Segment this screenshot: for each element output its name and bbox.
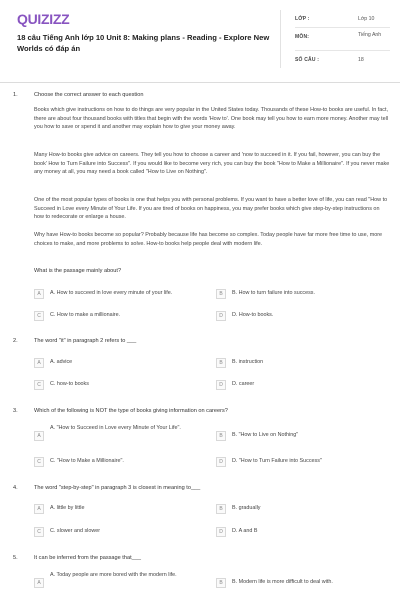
- option-text: C. slower and slower: [50, 528, 101, 534]
- option-letter-box: A: [34, 289, 44, 299]
- count-value: 18: [358, 57, 364, 63]
- option-text: B. instruction: [232, 359, 264, 365]
- option-text: B. Modern life is more difficult to deal with.: [232, 579, 333, 585]
- class-value: Lớp 10: [358, 16, 375, 22]
- option-letter-box: A: [34, 358, 44, 368]
- option-letter-box: C: [34, 457, 44, 467]
- header-separator: [0, 82, 400, 83]
- meta-divider: [295, 50, 390, 51]
- option-letter-box: B: [216, 289, 226, 299]
- subject-value: Tiếng Anh: [358, 32, 382, 38]
- option-letter-box: A: [34, 578, 44, 588]
- option-text: A. How to succeed in love every minute of your life.: [50, 290, 173, 296]
- question-sub-prompt: What is the passage mainly about?: [34, 268, 122, 274]
- question-number: 2.: [13, 338, 18, 344]
- option-letter-box: B: [216, 578, 226, 588]
- option-letter-box: B: [216, 504, 226, 514]
- class-label: LỚP :: [295, 16, 310, 22]
- subject-label: MÔN:: [295, 34, 310, 40]
- question-number: 1.: [13, 92, 18, 98]
- passage-paragraph: Why have How-to books become so popular? Probably because life has become so complex. Today people have far more free time to use, more choices to make, and more problems to solve. How-to books help people deal with modern life.: [34, 232, 383, 247]
- question-prompt: The word "it" in paragraph 2 refers to ___: [34, 338, 137, 344]
- option-letter-box: C: [34, 527, 44, 537]
- option-text: C. How to make a millionaire.: [50, 312, 121, 318]
- question-number: 5.: [13, 555, 18, 561]
- option-text: A. "How to Succeed in Love every Minute of Your Life".: [50, 425, 181, 431]
- header-divider: [280, 10, 281, 68]
- question-prompt: The word "step-by-step" in paragraph 3 is closest in meaning to___: [34, 485, 201, 491]
- option-text: D. How-to books.: [232, 312, 274, 318]
- option-letter-box: A: [34, 431, 44, 441]
- option-letter-box: B: [216, 431, 226, 441]
- logo-text: QUIZIZZ: [17, 11, 70, 27]
- option-text: D. A and B: [232, 528, 258, 534]
- passage-paragraph: Many How-to books give advice on careers. They tell you how to choose a career and 'now to succeed in it. If you fail, however, you can buy the book' How to Turn Failure into Success". If you would like to become very rich, you can buy the book "How to Make a Millionaire". If you never make any money at all, you may need a book called "How to Live on Nothing".: [34, 152, 390, 176]
- option-text: C. "How to Make a Millionaire".: [50, 458, 124, 464]
- option-text: A. little by little: [50, 505, 85, 511]
- option-text: C. how-to books: [50, 381, 89, 387]
- option-text: B. How to turn failure into success.: [232, 290, 315, 296]
- option-text: A. Today people are more bored with the modern life.: [50, 572, 177, 578]
- quizizz-logo[interactable]: [17, 11, 83, 27]
- option-letter-box: D: [216, 380, 226, 390]
- page-title: 18 câu Tiếng Anh lớp 10 Unit 8: Making plans - Reading - Explore New Worlds có đáp án: [17, 33, 270, 53]
- option-letter-box: A: [34, 504, 44, 514]
- option-text: A. advice: [50, 359, 73, 365]
- question-number: 4.: [13, 485, 18, 491]
- question-prompt: It can be inferred from the passage that___: [34, 555, 141, 561]
- option-letter-box: D: [216, 527, 226, 537]
- option-letter-box: D: [216, 311, 226, 321]
- question-prompt: Choose the correct answer to each question: [34, 92, 144, 98]
- passage-paragraph: One of the most popular types of books is one that helps you with personal problems. If you want to have a better love of life, you can read "How to Succeed in Love every Minute of Your Life. If you are tired of books on happiness, you may prefer books which give step-by-step instructions on how to redecorate or enlarge a house.: [34, 197, 388, 221]
- option-text: D. career: [232, 381, 255, 387]
- passage-paragraph: Books which give instructions on how to do things are very popular in the United States today. Thousands of these How-to books are useful. In fact, there are about four thousand books with titles that begin with the words 'How to'. One book may tell you how to earn more money. Another may tell you how to save or spend it and another may explain how to give your money away.: [34, 107, 389, 131]
- question-number: 3.: [13, 408, 18, 414]
- option-letter-box: B: [216, 358, 226, 368]
- option-letter-box: D: [216, 457, 226, 467]
- option-text: B. "How to Live on Nothing": [232, 432, 299, 438]
- count-label: SỐ CÂU :: [295, 57, 320, 63]
- option-letter-box: C: [34, 311, 44, 321]
- option-text: D. "How to Turn Failure into Success": [232, 458, 322, 464]
- option-text: B. gradually: [232, 505, 261, 511]
- option-letter-box: C: [34, 380, 44, 390]
- meta-divider: [295, 27, 390, 28]
- question-prompt: Which of the following is NOT the type of books giving information on careers?: [34, 408, 228, 414]
